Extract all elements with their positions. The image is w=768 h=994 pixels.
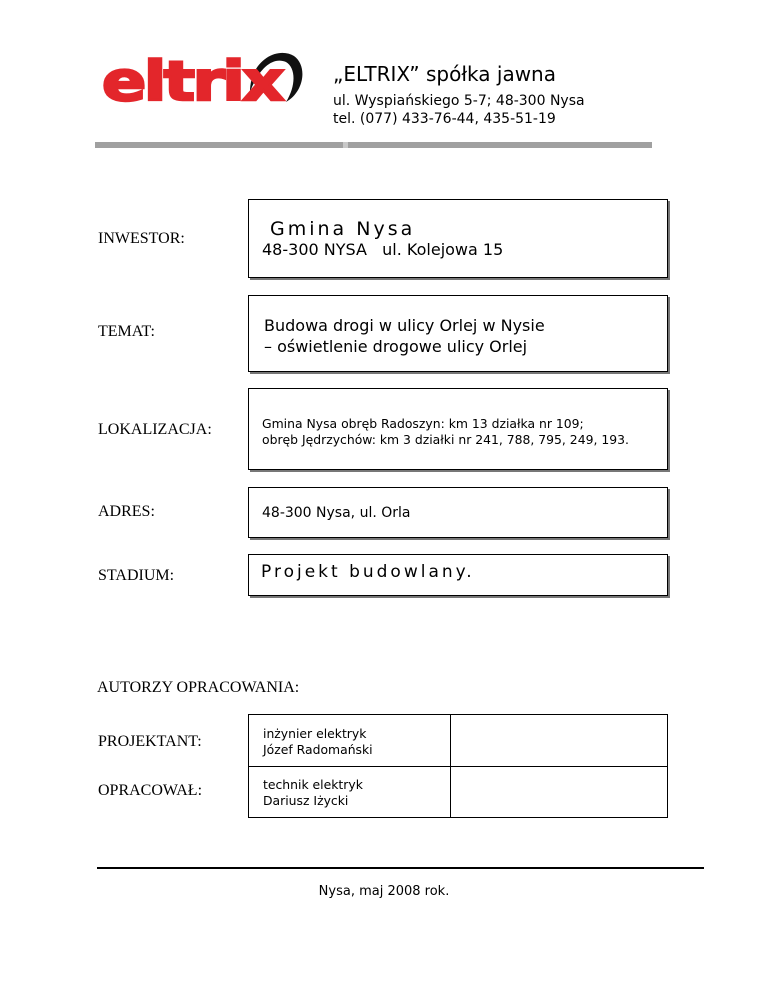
footer-divider (97, 867, 704, 869)
subject-line-2: – oświetlenie drogowe ulicy Orlej (264, 337, 528, 356)
authors-title: AUTORZY OPRACOWANIA: (97, 679, 300, 696)
eltrix-logo (100, 42, 305, 108)
address-label: ADRES: (98, 503, 155, 520)
logo-wordmark: eltrix (102, 50, 285, 108)
designer-title: inżynier elektryk (263, 726, 367, 741)
prepared-by-title: technik elektryk (263, 777, 363, 792)
stage-value: Projekt budowlany. (261, 562, 475, 582)
company-address: ul. Wyspiańskiego 5-7; 48-300 Nysa (333, 93, 585, 109)
location-line-1: Gmina Nysa obręb Radoszyn: km 13 działka nr 109; (262, 416, 584, 431)
investor-address: 48-300 NYSA ul. Kolejowa 15 (262, 240, 504, 259)
authors-table-row-divider (249, 766, 667, 767)
subject-label: TEMAT: (98, 323, 155, 340)
authors-table-column-divider (450, 715, 451, 817)
place-and-date: Nysa, maj 2008 rok. (318, 884, 450, 899)
investor-label: INWESTOR: (98, 230, 185, 247)
company-phone: tel. (077) 433-76-44, 435-51-19 (333, 111, 556, 127)
location-line-2: obręb Jędrzychów: km 3 działki nr 241, 788, 795, 249, 193. (262, 432, 629, 447)
address-value: 48-300 Nysa, ul. Orla (262, 505, 411, 521)
header-divider (95, 142, 652, 148)
designer-name: Józef Radomański (263, 742, 373, 757)
company-name: „ELTRIX” spółka jawna (333, 62, 556, 86)
prepared-by-role-label: OPRACOWAŁ: (98, 782, 203, 799)
prepared-by-name: Dariusz Iżycki (263, 793, 349, 808)
location-label: LOKALIZACJA: (98, 421, 212, 438)
designer-role-label: PROJEKTANT: (98, 733, 202, 750)
stage-label: STADIUM: (98, 567, 175, 584)
investor-name: Gmina Nysa (270, 218, 416, 240)
subject-line-1: Budowa drogi w ulicy Orlej w Nysie (264, 316, 545, 335)
